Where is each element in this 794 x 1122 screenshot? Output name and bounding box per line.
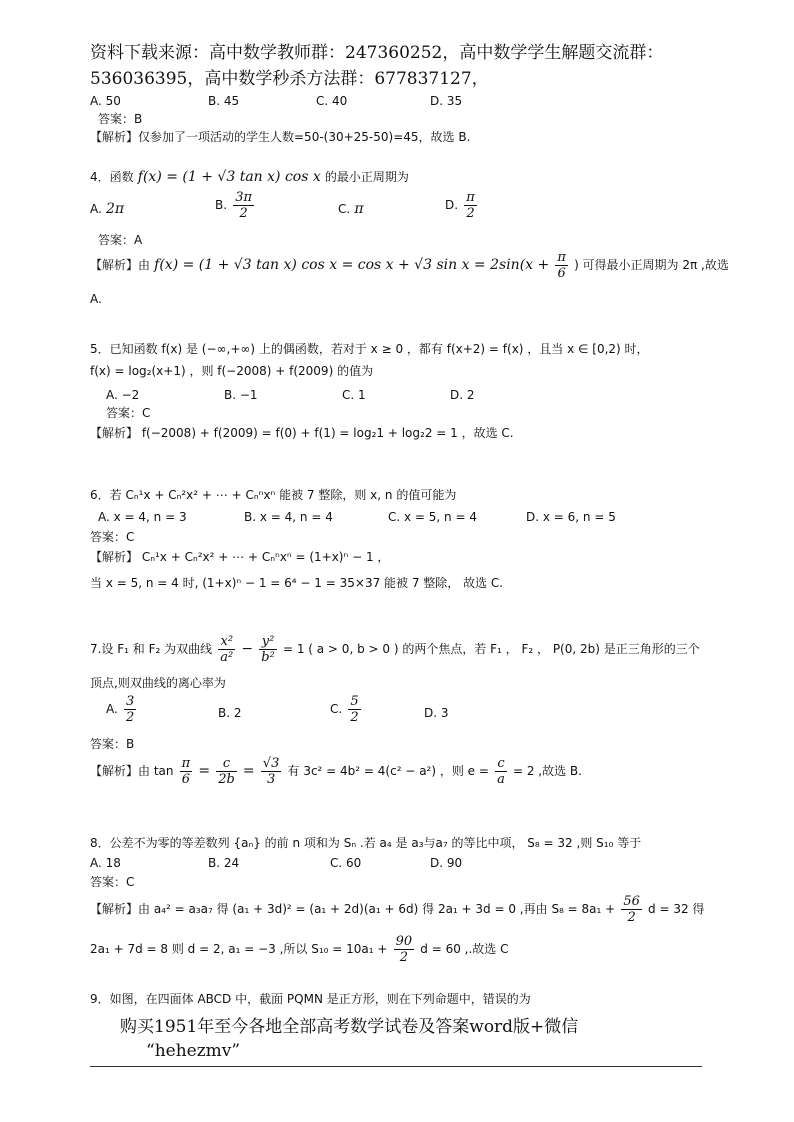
q8-analysis-fraction-1 (621, 894, 642, 925)
q8-analysis1-suffix: d = 32 得 (648, 902, 705, 916)
q5-answer: 答案：C (106, 406, 151, 420)
q7-option-c-fraction (348, 694, 360, 725)
q6-analysis-line-1: 【解析】 Cₙ¹x + Cₙ²x² + ⋯ + Cₙⁿxⁿ = (1+x)ⁿ − 1 ， (90, 550, 390, 564)
q7-analysis-suffix: = 2 ,故选 B. (512, 764, 582, 778)
q4-option-d-num: π (466, 190, 475, 205)
q7-stem-suffix: = 1 ( a > 0, b > 0 ) 的两个焦点，若 F₁ ， F₂ ， P(0, 2b) 是正三角形的三个 (282, 642, 700, 656)
q4-analysis-frac-den: 6 (557, 266, 566, 281)
q6-answer: 答案：C (90, 530, 135, 544)
q8-analysis2-suffix: d = 60 ,.故选 C (420, 942, 509, 956)
q4-option-c-label: C. (338, 202, 351, 216)
q7-fraction-x-num: x² (218, 634, 235, 650)
q4-answer: 答案：A (98, 233, 143, 247)
footer-line-1: 购买1951年至今各地全部高考数学试卷及答案word版+微信 (120, 1017, 579, 1037)
q7-fraction-y-num: y² (259, 634, 277, 650)
q7-option-d: D. 3 (424, 706, 449, 720)
q7-analysis-equals-2: = (242, 763, 255, 779)
q6-analysis-line-2: 当 x = 5, n = 4 时, (1+x)ⁿ − 1 = 6⁴ − 1 = 35×37 能被 7 整除， 故选 C. (90, 576, 504, 590)
q8-analysis-fraction-2 (394, 934, 415, 965)
q8-option-a: A. 18 (90, 856, 121, 870)
q7-fraction-x (218, 634, 235, 665)
q5-stem-line-2: f(x) = log₂(x+1) ，则 f(−2008) + f(2009) 的值为 (90, 364, 374, 378)
q4-option-a-value: 2π (105, 201, 125, 217)
q7-analysis-frac3-den: 3 (266, 772, 276, 787)
q4-option-b-fraction (233, 190, 254, 221)
q8-option-c: C. 60 (330, 856, 362, 870)
footer-divider (90, 1066, 702, 1067)
q9-stem: 9．如图，在四面体 ABCD 中，截面 PQMN 是正方形，则在下列命题中，错误的为 (90, 992, 531, 1006)
q7-option-c-label: C. (330, 702, 343, 716)
q3-option-d: D. 35 (430, 94, 463, 108)
q4-analysis-expr: f(x) = (1 + √3 tan x) cos x = cos x + √3 sin x = 2sin(x + (154, 257, 550, 273)
q3-analysis: 【解析】仅参加了一项活动的学生人数=50-(30+25-50)=45，故选 B. (90, 130, 471, 144)
q7-stem-prefix: 7.设 F₁ 和 F₂ 为双曲线 (90, 642, 213, 656)
q7-analysis-fraction-2 (216, 756, 237, 787)
q3-option-b: B. 45 (208, 94, 240, 108)
q4-option-d-label: D. (445, 198, 459, 212)
q8-analysis-line-1 (90, 894, 704, 925)
q7-options (106, 694, 606, 734)
q7-option-c-den: 2 (350, 710, 359, 725)
q6-option-c: C. x = 5, n = 4 (388, 510, 477, 524)
header-line-2: 536036395，高中数学秒杀方法群：677837127， (90, 69, 489, 89)
q4-option-d-den: 2 (466, 206, 475, 221)
q4-option-b-num: 3π (235, 190, 253, 205)
q7-analysis-frac4-num: c (495, 756, 507, 772)
q8-stem: 8．公差不为零的等差数列 {aₙ} 的前 n 项和为 Sₙ .若 a₄ 是 a₃与a₇ 的等比中项， S₈ = 32 ,则 S₁₀ 等于 (90, 836, 642, 850)
q4-stem (90, 168, 409, 187)
q7-option-c-num: 5 (350, 694, 359, 709)
q5-option-d: D. 2 (450, 388, 475, 402)
q3-option-a: A. 50 (90, 94, 121, 108)
q6-option-b: B. x = 4, n = 4 (244, 510, 333, 524)
q7-option-a-label: A. (106, 702, 118, 716)
q4-option-c-value: π (354, 201, 364, 217)
q8-option-d: D. 90 (430, 856, 463, 870)
q7-analysis-frac1-num: π (181, 756, 191, 771)
q4-analysis-fraction (555, 250, 568, 281)
q7-analysis-frac2-num: c (216, 756, 237, 772)
q6-option-d: D. x = 6, n = 5 (526, 510, 616, 524)
q6-stem: 6．若 Cₙ¹x + Cₙ²x² + ⋯ + Cₙⁿxⁿ 能被 7 整除，则 x, n 的值可能为 (90, 488, 457, 502)
q8-analysis-frac1-den: 2 (627, 910, 636, 925)
q7-analysis-frac3-num: √3 (262, 756, 280, 771)
q4-analysis-suffix: ) 可得最小正周期为 2π ,故选 (574, 258, 729, 272)
q8-option-b: B. 24 (208, 856, 240, 870)
q7-fraction-y (259, 634, 277, 665)
q7-fraction-y-den: b² (261, 650, 275, 665)
q4-stem-suffix: 的最小正周期为 (324, 170, 409, 184)
q5-analysis: 【解析】 f(−2008) + f(2009) = f(0) + f(1) = log₂1 + log₂2 = 1 ，故选 C. (90, 426, 514, 440)
q7-analysis-mid: 有 3c² = 4b² = 4(c² − a²) ，则 e = (287, 764, 489, 778)
q4-stem-prefix: 4．函数 (90, 170, 134, 184)
q5-stem-line-1: 5．已知函数 f(x) 是 (−∞,+∞) 上的偶函数，若对于 x ≥ 0 ，都有 f(x+2) = f(x) ，且当 x ∈ [0,2) 时， (90, 342, 649, 356)
q4-option-d-fraction (464, 190, 477, 221)
q7-analysis-frac1-den: 6 (181, 772, 191, 787)
q7-option-a-num: 3 (125, 694, 135, 709)
q7-stem (90, 634, 700, 665)
q5-option-c: C. 1 (342, 388, 366, 402)
q7-stem-line-2: 顶点,则双曲线的离心率为 (90, 676, 226, 690)
q4-analysis-frac-num: π (557, 250, 566, 265)
q4-option-b-den: 2 (239, 206, 248, 221)
q8-analysis-frac2-num: 90 (395, 934, 413, 949)
footer-line-2: “hehezmv” (146, 1041, 241, 1061)
q7-analysis (90, 756, 582, 787)
q5-option-a: A. −2 (106, 388, 140, 402)
q8-analysis-line-2 (90, 934, 509, 965)
q8-analysis1-prefix: 【解析】由 a₄² = a₃a₇ 得 (a₁ + 3d)² = (a₁ + 2d)(a₁ + 6d) 得 2a₁ + 3d = 0 ,再由 S₈ = 8a₁ + (90, 902, 616, 916)
q7-analysis-frac4-den: a (497, 772, 505, 787)
q4-analysis-prefix: 【解析】由 (90, 258, 151, 272)
q7-option-a-fraction (124, 694, 136, 725)
q4-analysis-tail: A. (90, 292, 102, 306)
q3-answer: 答案：B (98, 112, 143, 126)
q7-minus: − (241, 641, 254, 657)
q7-analysis-prefix: 【解析】由 tan (90, 764, 174, 778)
q3-option-c: C. 40 (316, 94, 348, 108)
q7-analysis-fraction-3 (261, 756, 282, 787)
q8-analysis2-prefix: 2a₁ + 7d = 8 则 d = 2, a₁ = −3 ,所以 S₁₀ = 10a₁ + (90, 942, 388, 956)
q5-option-b: B. −1 (224, 388, 258, 402)
q7-analysis-fraction-4 (495, 756, 507, 787)
q4-option-a-label: A. (90, 202, 102, 216)
q7-option-b: B. 2 (218, 706, 242, 720)
q8-analysis-frac1-num: 56 (623, 894, 640, 909)
header-line-1: 资料下载来源：高中数学教师群：247360252，高中数学学生解题交流群： (90, 43, 664, 63)
q7-answer: 答案：B (90, 737, 135, 751)
q4-option-b-label: B. (215, 198, 228, 212)
q7-fraction-x-den: a² (220, 650, 234, 665)
q7-analysis-fraction-1 (180, 756, 193, 787)
q7-analysis-frac2-den: 2b (218, 772, 235, 787)
q6-option-a: A. x = 4, n = 3 (98, 510, 187, 524)
q4-analysis (90, 250, 729, 281)
q8-answer: 答案：C (90, 875, 135, 889)
q8-analysis-frac2-den: 2 (399, 950, 408, 965)
q7-analysis-equals: = (198, 763, 211, 779)
q4-stem-expr: f(x) = (1 + √3 tan x) cos x (137, 169, 321, 185)
q4-options (90, 190, 690, 230)
q7-option-a-den: 2 (125, 710, 135, 725)
